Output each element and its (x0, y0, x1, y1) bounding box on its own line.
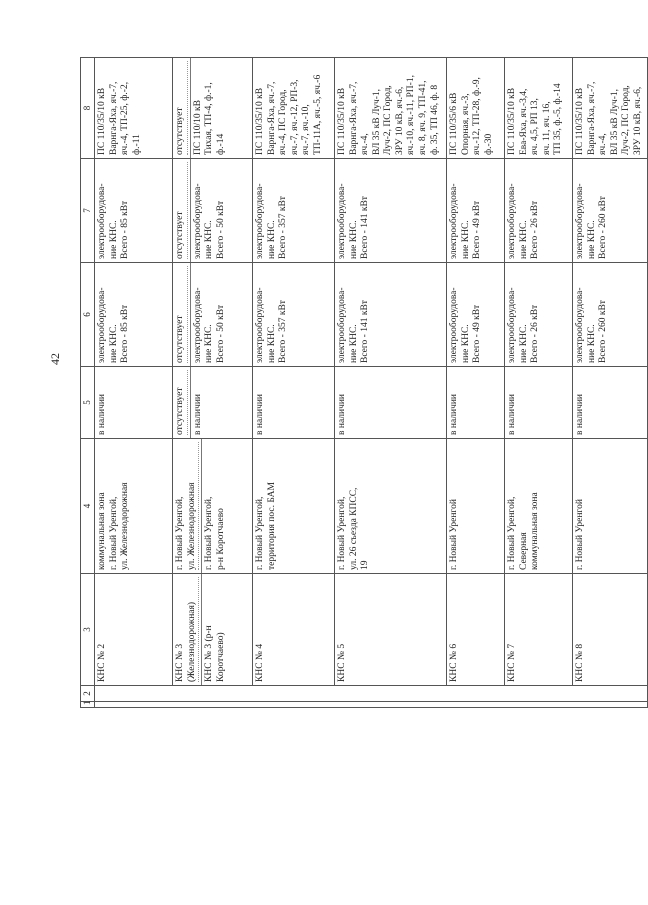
address-cell: г. Новый Уренгой, ул. 26 съезда КПСС, 19 (334, 439, 446, 574)
equipment-cell: отсутствует электрооборудова- ние КНС. Всего - 50 кВт (172, 159, 252, 263)
availability-cell: в наличии (94, 367, 172, 439)
station-name-cell: КНС № 8 (572, 574, 647, 686)
availability-cell: отсутствует в наличии (172, 367, 252, 439)
table-row (172, 58, 252, 708)
address-cell: г. Новый Уренгой, территория пос. БАМ (252, 439, 334, 574)
supply-cell: ПС 110/35/10 кВ Ева-Яха, яч.-3,4, яч. 4,5, РП 13, яч. 11, яч. 16, ТП 35, ф.-5, ф.-14 (504, 58, 572, 159)
header-cell: 6 (81, 263, 95, 367)
equipment-cell: электрооборудова- ние КНС. Всего - 141 кВт (334, 263, 446, 367)
station-name-cell: КНС № 7 (504, 574, 572, 686)
supply-cell: ПС 110/35/6 кВ Опорная, яч.-3, яч.-12, ТП-28, ф.-9, ф.-30 (446, 58, 504, 159)
equipment-cell: электрооборудова- ние КНС. Всего - 260 кВт (572, 263, 647, 367)
table-row (252, 58, 334, 708)
address-cell: г. Новый Уренгой (572, 439, 647, 574)
equipment-cell: электрооборудова- ние КНС. Всего - 85 кВт (94, 159, 172, 263)
station-name-cell: КНС № 5 (334, 574, 446, 686)
header-cell: 1 (81, 702, 95, 708)
supply-cell: ПС 110/35/10 кВ Варнга-Яха, яч.-7, яч.-4, ВЛ 35 кВ Луч-1, Луч-2, ПС Город, ЗРУ 10 кВ, яч.-6, яч.-10, яч.-11, РП-1, яч. 8, яч. 9, ТП-41, ф. 35, ТП 46, ф. 8 (334, 58, 446, 159)
station-name-cell: КНС № 6 (446, 574, 504, 686)
supply-cell: ПС 110/35/10 кВ Варнга-Яха, яч.-7, яч.-4, ПС Город, яч.-7, яч.-12, РП-3, яч.-7, яч.-10, ТП-11А, яч.-5, яч.-6 (252, 58, 334, 159)
equipment-cell: электрооборудова- ние КНС. Всего - 260 кВт (572, 159, 647, 263)
station-name-cell: КНС № 2 (94, 574, 172, 686)
header-cell: 2 (81, 686, 95, 702)
table-row (334, 58, 446, 708)
availability-cell: в наличии (572, 367, 647, 439)
page-number: 42 (48, 353, 62, 365)
equipment-cell: электрооборудова- ние КНС. Всего - 357 кВт (252, 159, 334, 263)
equipment-cell: электрооборудова- ние КНС. Всего - 49 кВт (446, 263, 504, 367)
rotated-table-container (80, 58, 643, 708)
availability-cell: в наличии (252, 367, 334, 439)
header-row (81, 58, 95, 708)
availability-cell: в наличии (504, 367, 572, 439)
table-row (504, 58, 572, 708)
equipment-cell: отсутствует электрооборудова- ние КНС. Всего - 50 кВт (172, 263, 252, 367)
supply-cell: отсутствует ПС 110/10 кВ Тихая, ТП-4, ф.-1, ф.-14 (172, 58, 252, 159)
equipment-cell: электрооборудова- ние КНС. Всего - 141 кВт (334, 159, 446, 263)
col1-cell (94, 702, 647, 708)
header-cell: 7 (81, 159, 95, 263)
availability-cell: в наличии (446, 367, 504, 439)
address-cell: г. Новый Уренгой, Северная коммунальная зона (504, 439, 572, 574)
equipment-cell: электрооборудова- ние КНС. Всего - 26 кВт (504, 159, 572, 263)
header-cell: 8 (81, 58, 95, 159)
header-cell: 3 (81, 574, 95, 686)
address-cell: г. Новый Уренгой (446, 439, 504, 574)
equipment-cell: электрооборудова- ние КНС. Всего - 49 кВт (446, 159, 504, 263)
supply-cell: ПС 110/35/10 кВ Варнга-Яха, яч.-7, яч.-4, ВЛ 35 кВ Луч-1, Луч-2, ПС Город, ЗРУ 10 кВ, яч.-6, (572, 58, 647, 159)
header-cell: 4 (81, 439, 95, 574)
address-cell: коммунальная зона г. Новый Уренгой, ул. Железнодорожная (94, 439, 172, 574)
station-name-cell: КНС № 4 (252, 574, 334, 686)
station-name-cell: КНС № 3 (Железнодорожная) КНС № 3 (р-н Коротчаево) (172, 574, 252, 686)
col2-cell (94, 686, 647, 702)
table-row (446, 58, 504, 708)
equipment-cell: электрооборудова- ние КНС. Всего - 357 кВт (252, 263, 334, 367)
equipment-cell: электрооборудова- ние КНС. Всего - 26 кВт (504, 263, 572, 367)
supply-cell: ПС 110/35/10 кВ Варнга-Яха, яч.-7, яч.-4, ТП-25, ф.-2, ф.-11 (94, 58, 172, 159)
substations-table (80, 57, 648, 708)
table-row (572, 58, 647, 708)
equipment-cell: электрооборудова- ние КНС. Всего - 85 кВт (94, 263, 172, 367)
table-row (94, 58, 172, 708)
address-cell: г. Новый Уренгой, ул. Железнодорожная г. Новый Уренгой, р-н Коротчаево (172, 439, 252, 574)
header-cell: 5 (81, 367, 95, 439)
availability-cell: в наличии (334, 367, 446, 439)
